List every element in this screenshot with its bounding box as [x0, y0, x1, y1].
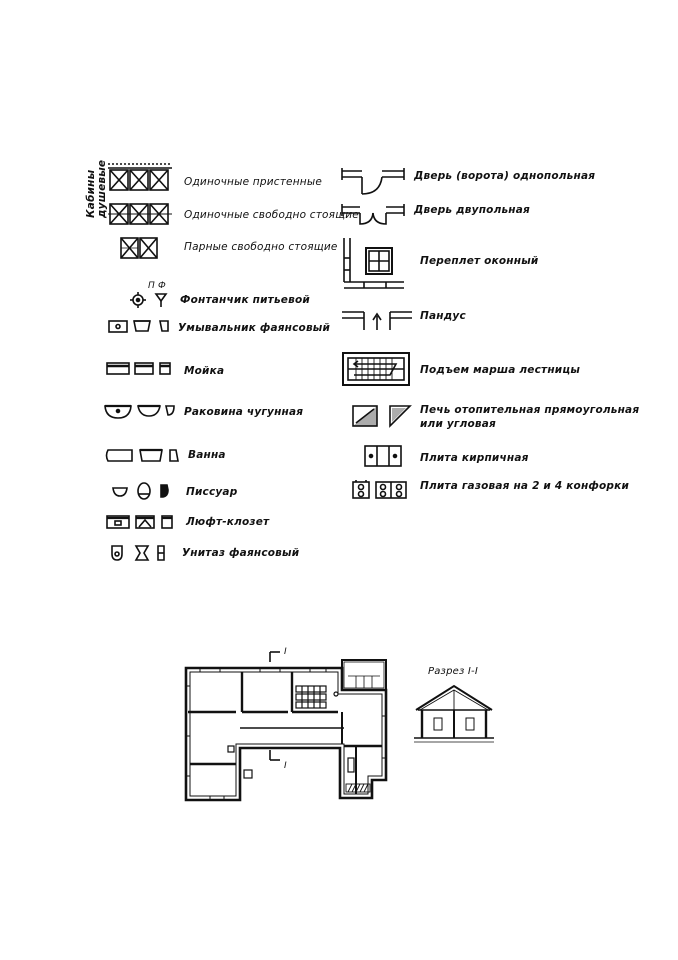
legend-label-stair: Подъем марша лестницы — [420, 364, 581, 376]
legend-label-bathtub: Ванна — [188, 449, 226, 461]
legend-label-paired: Парные свободно стоящие — [184, 241, 338, 253]
shower-group-label-line2: душевые — [96, 159, 108, 218]
legend-label-cast-iron: Раковина чугунная — [184, 406, 304, 418]
legend-label-urinal: Писсуар — [186, 486, 238, 498]
legend-label-ramp: Пандус — [420, 310, 466, 322]
window-frame-icon — [340, 238, 410, 294]
sink-icon — [106, 362, 176, 378]
section-title: Разрез I-I — [428, 666, 478, 677]
legend-label-single-wall: Одиночные пристенные — [184, 176, 322, 188]
double-door-icon — [340, 204, 410, 226]
legend-label-window: Переплет оконный — [420, 255, 539, 267]
bathtub-icon — [104, 448, 184, 464]
legend-label-brick-stove: Плита кирпичная — [420, 452, 529, 464]
legend-label-sink: Мойка — [184, 365, 225, 377]
brick-stove-icon — [364, 444, 404, 468]
legend-label-gas-stove: Плита газовая на 2 и 4 конфорки — [420, 480, 630, 492]
legend-label-stove-line1: Печь отопительная прямоугольная — [420, 404, 640, 416]
shower-single-wall-icon — [108, 166, 174, 194]
toilet-icon — [110, 544, 174, 562]
gas-stove-icon — [352, 480, 412, 500]
ramp-icon — [342, 306, 412, 330]
stair-ascent-icon — [342, 352, 412, 388]
legend-label-stove-line2: или угловая — [420, 418, 496, 430]
legend-label-fountain: Фонтанчик питьевой — [180, 294, 310, 306]
single-door-icon — [340, 168, 410, 194]
shower-group-label-line1: Кабины — [85, 169, 97, 218]
fountain-variants: П Ф — [148, 281, 166, 291]
legend-label-air-closet: Люфт-клозет — [186, 516, 270, 528]
drinking-fountain-icon — [130, 292, 170, 308]
section-mark-top: I — [284, 647, 287, 657]
shower-single-free-icon — [108, 202, 174, 226]
section-mark-bottom: I — [284, 761, 287, 771]
heating-stove-icon — [352, 404, 412, 428]
legend-label-single-free: Одиночные свободно стоящие — [184, 209, 359, 221]
legend-label-washbasin: Умывальник фаянсовый — [178, 322, 331, 334]
washbasin-icon — [108, 320, 174, 334]
shower-paired-icon — [120, 236, 160, 260]
urinal-icon — [112, 482, 174, 500]
cast-iron-basin-icon — [104, 404, 176, 420]
legend-label-double-door: Дверь двупольная — [414, 204, 530, 216]
air-closet-icon — [106, 514, 178, 530]
legend-label-toilet: Унитаз фаянсовый — [182, 547, 300, 559]
floor-plan-drawing — [180, 646, 420, 806]
legend-label-single-door: Дверь (ворота) однопольная — [414, 170, 596, 182]
cross-section-drawing — [414, 682, 494, 752]
shower-group-label — [86, 160, 108, 218]
